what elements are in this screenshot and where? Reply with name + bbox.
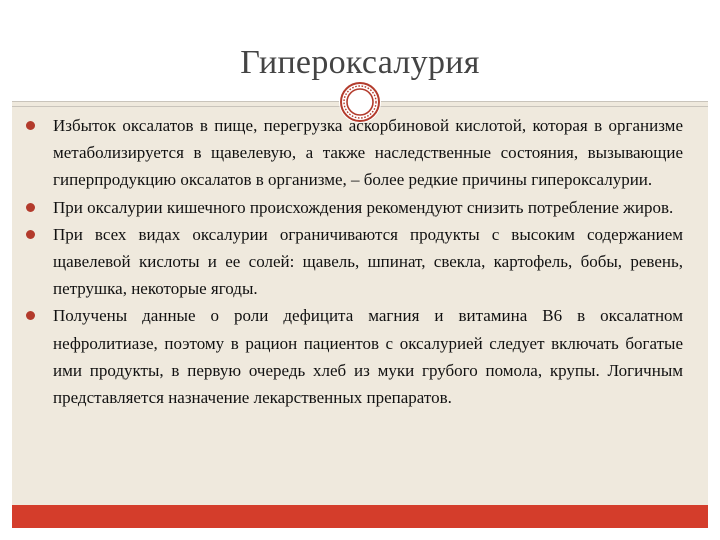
bullet-text: При оксалурии кишечного происхождения рекомендуют снизить потребление жиров. <box>53 197 674 217</box>
bullet-dot-icon <box>26 121 35 130</box>
bullet-item <box>23 112 683 194</box>
bullet-text: Получены данные о роли дефицита магния и витамина В6 в оксалатном нефролитиазе, поэтому в рацион пациентов с оксалурией следует включать богатые ими продукты, в первую очередь хлеб из муки грубого помола, крупы. Логичным представляется назначение лекарственных препаратов. <box>53 306 683 408</box>
slide-content <box>23 112 683 411</box>
bullet-item <box>23 221 683 303</box>
bullet-dot-icon <box>26 203 35 212</box>
bullet-text: Избыток оксалатов в пище, перегрузка аскорбиновой кислотой, которая в организме метаболизируется в щавелевую, а также наследственные состояния, вызывающие гиперпродукцию оксалатов в организме, – более редкие причины гипероксалурии. <box>53 116 683 190</box>
slide-title: Гипероксалурия <box>240 44 480 81</box>
bullet-list <box>23 112 683 411</box>
bullet-item <box>23 194 683 221</box>
bullet-item <box>23 302 683 411</box>
bullet-dot-icon <box>26 230 35 239</box>
footer-accent-bar <box>12 505 708 528</box>
bullet-dot-icon <box>26 311 35 320</box>
bullet-text: При всех видах оксалурии ограничиваются продукты с высоким содержанием щавелевой кислоты и ее солей: щавель, шпинат, свекла, картофель, бобы, ревень, петрушка, некоторые ягоды. <box>53 224 683 299</box>
